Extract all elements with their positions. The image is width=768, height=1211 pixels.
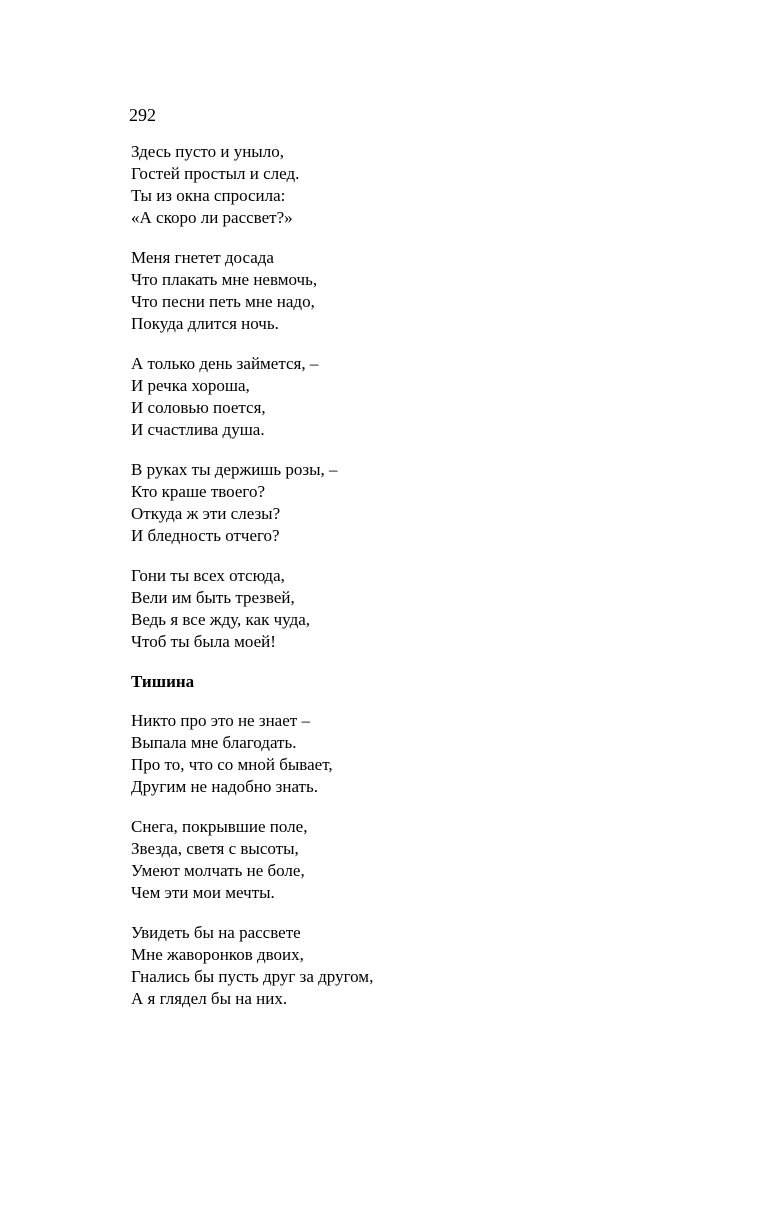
- stanza: [131, 141, 731, 229]
- poem-line: Кто краше твоего?: [131, 482, 266, 501]
- poem-line: Умеют молчать не боле,: [131, 861, 305, 880]
- poem-line: И речка хороша,: [131, 376, 250, 395]
- poem-line: «А скоро ли рассвет?»: [131, 208, 293, 227]
- stanza: [131, 922, 731, 1010]
- poem-line: Покуда длится ночь.: [131, 314, 279, 333]
- poem-line: Снега, покрывшие поле,: [131, 817, 308, 836]
- poem-line: Никто про это не знает –: [131, 711, 310, 730]
- poem-title: Тишина: [131, 672, 195, 691]
- poem-line: Ты из окна спросила:: [131, 186, 286, 205]
- poem-line: Чем эти мои мечты.: [131, 883, 275, 902]
- poem-line: Гони ты всех отсюда,: [131, 566, 285, 585]
- poem-line: И бледность отчего?: [131, 526, 280, 545]
- poem-line: Что плакать мне невмочь,: [131, 270, 318, 289]
- poem-line: Увидеть бы на рассвете: [131, 923, 301, 942]
- poem-line: Про то, что со мной бывает,: [131, 755, 333, 774]
- poem-line: Другим не надобно знать.: [131, 777, 318, 796]
- stanza: [131, 565, 731, 653]
- poem-line: Звезда, светя с высоты,: [131, 839, 299, 858]
- poem-line: Что песни петь мне надо,: [131, 292, 315, 311]
- poem-line: Ведь я все жду, как чуда,: [131, 610, 311, 629]
- stanza: [131, 353, 731, 441]
- poem-line: Чтоб ты была моей!: [131, 632, 276, 651]
- poem-line: Вели им быть трезвей,: [131, 588, 295, 607]
- page-number: 292: [129, 105, 156, 125]
- poem-line: И счастлива душа.: [131, 420, 265, 439]
- poem-line: В руках ты держишь розы, –: [131, 460, 338, 479]
- poem-line: Откуда ж эти слезы?: [131, 504, 281, 523]
- poem-line: Мне жаворонков двоих,: [131, 945, 304, 964]
- poem-line: А я глядел бы на них.: [131, 989, 288, 1008]
- stanza: [131, 710, 731, 798]
- poem-line: Здесь пусто и уныло,: [131, 142, 284, 161]
- poem-text: [131, 141, 731, 1028]
- poem-line: Меня гнетет досада: [131, 248, 274, 267]
- poem-line: А только день займется, –: [131, 354, 319, 373]
- stanza: [131, 816, 731, 904]
- poem-line: Гостей простыл и след.: [131, 164, 300, 183]
- stanza: [131, 247, 731, 335]
- poem-line: Выпала мне благодать.: [131, 733, 297, 752]
- stanza: [131, 459, 731, 547]
- poem-line: Гнались бы пусть друг за другом,: [131, 967, 374, 986]
- poem-line: И соловью поется,: [131, 398, 266, 417]
